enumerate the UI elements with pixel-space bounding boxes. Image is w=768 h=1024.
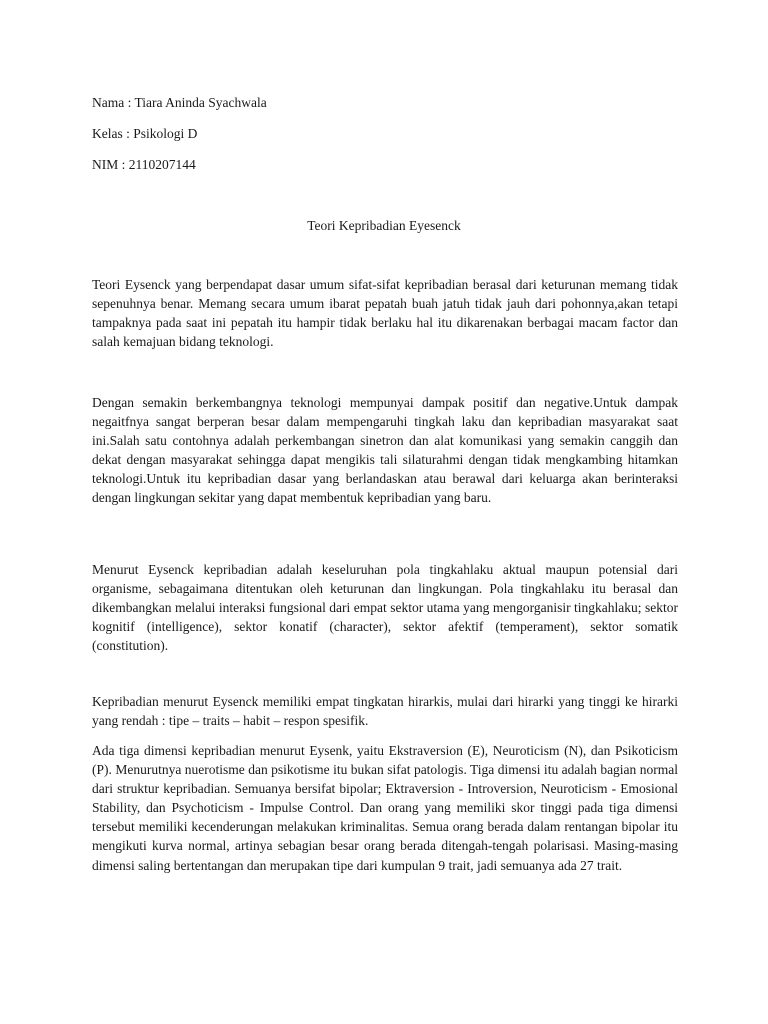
paragraph-1: Teori Eysenck yang berpendapat dasar umum sifat-sifat kepribadian berasal dari keturunan memang tidak sepenuhnya benar. Memang secara umum ibarat pepatah buah jatuh tidak jauh dari pohonnya,akan tetapi tampaknya pada saat ini pepatah itu hampir tidak berlaku hal itu dikarenakan berbagai macam factor dan salah kemajuan bidang teknologi. bbox=[92, 277, 678, 350]
paragraph-4: Kepribadian menurut Eysenck memiliki empat tingkatan hirarkis, mulai dari hirarki yang tinggi ke hirarki yang rendah : tipe – traits – habit – respon spesifik. bbox=[92, 694, 678, 729]
paragraph-2: Dengan semakin berkembangnya teknologi mempunyai dampak positif dan negative.Untuk dampak negaitfnya sangat berperan besar dalam mempengaruhi tingkah laku dan kepribadian masyarakat saat ini.Salah satu contohnya adalah perkembangan sinetron dan alat komunikasi yang semakin canggih dan dekat dengan masyarakat sehingga dapat mengikis tali silaturahmi dengan tidak mengkambing hitamkan teknologi.Untuk itu kepribadian dasar yang berlandaskan atau berawal dari keluarga akan berinteraksi dengan lingkungan sekitar yang dapat membentuk kepribadian yang baru. bbox=[92, 395, 678, 506]
student-nim: NIM : 2110207144 bbox=[92, 157, 196, 172]
paragraph-5: Ada tiga dimensi kepribadian menurut Eysenk, yaitu Ekstraversion (E), Neuroticism (N), dan Psikoticism (P). Menurutnya nuerotisme dan psikotisme itu bukan sifat patologis. Tiga dimensi itu adalah bagian normal dari struktur kepribadian. Semuanya bersifat bipolar; Ektraversion - Introversion, Neuroticism - Emosional Stability, dan Psychoticism - Impulse Control. Dan orang yang memiliki skor tinggi pada tiga dimensi tersebut memiliki kecenderungan melakukan kriminalitas. Semua orang berada dalam rentangan bipolar itu mengikuti kurva normal, artinya sebagian besar orang berada ditengah-tengah polarisasi. Masing-masing dimensi saling bertentangan dan merupakan tipe dari kumpulan 9 trait, jadi semuanya ada 27 trait. bbox=[92, 743, 678, 873]
student-name: Nama : Tiara Aninda Syachwala bbox=[92, 95, 267, 110]
student-class: Kelas : Psikologi D bbox=[92, 126, 198, 141]
document-title: Teori Kepribadian Eyesenck bbox=[307, 218, 461, 233]
paragraph-3: Menurut Eysenck kepribadian adalah keseluruhan pola tingkahlaku aktual maupun potensial dari organisme, sebagaimana ditentukan oleh keturunan dan lingkungan. Pola tingkahlaku itu berasal dan dikembangkan melalui interaksi fungsional dari empat sektor utama yang mengorganisir tingkahlaku; sektor kognitif (intelligence), sektor konatif (character), sektor afektif (temperament), sektor somatik (constitution). bbox=[92, 562, 678, 654]
